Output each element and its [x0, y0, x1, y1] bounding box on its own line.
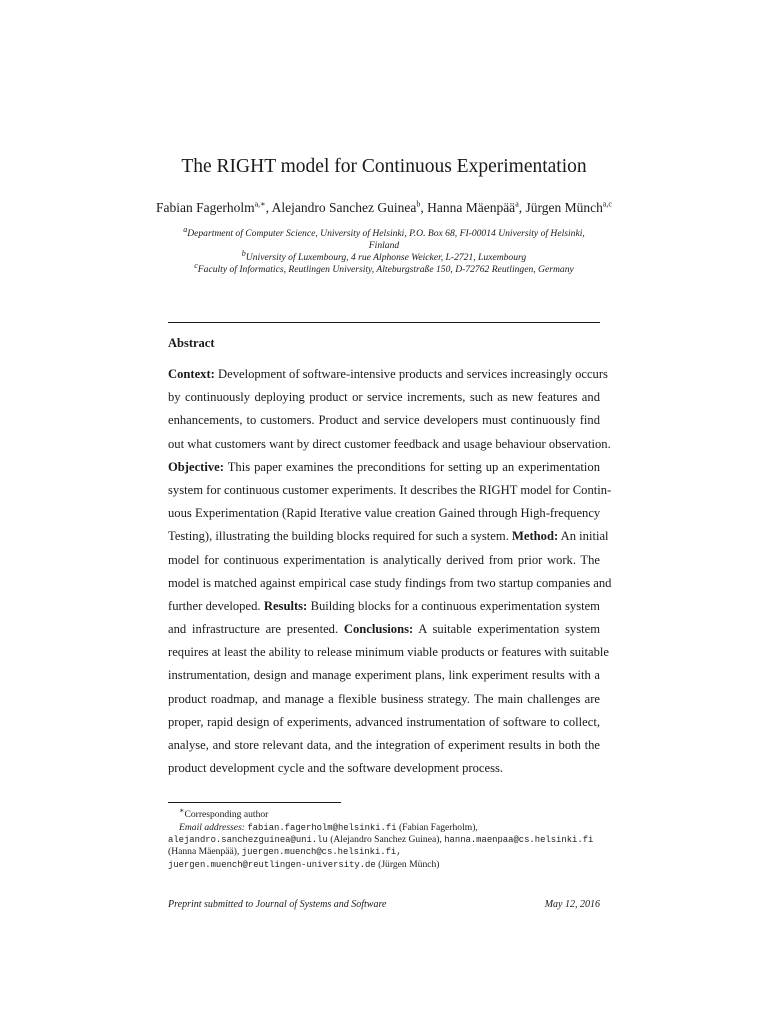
abstract-text: and infrastructure are presented.: [168, 622, 344, 637]
affiliation-text: Finland: [368, 240, 400, 251]
abstract-text: model for continuous experimentation is analytically derived from prior work. The: [168, 552, 600, 567]
email-owner: (Jürgen Münch): [378, 858, 440, 870]
author-name: Fabian Fagerholm: [156, 200, 255, 215]
abstract-text: product development cycle and the software development process.: [168, 761, 504, 776]
abstract-line: [168, 664, 600, 687]
email-link[interactable]: juergen.muench@cs.helsinki.fi,: [241, 847, 402, 858]
abstract-line: [168, 572, 612, 595]
abstract-line: [168, 595, 600, 618]
abstract-text: requires at least the ability to release minimum viable products or features with suitable: [168, 645, 609, 660]
email-owner: (Alejandro Sanchez Guinea),: [330, 834, 442, 845]
abstract-text: proper, rapid design of experiments, advanced instrumentation of software to collect,: [168, 714, 600, 729]
abstract-text: enhancements, to customers. Product and service developers must continuously find: [168, 413, 600, 428]
abstract-text: uous Experimentation (Rapid Iterative value creation Gained through High-frequency: [168, 506, 601, 521]
author-affil-mark: a,c: [602, 199, 612, 209]
abstract-heading: Abstract: [168, 336, 215, 350]
footnote-emails-line2: [168, 834, 608, 846]
abstract-text: This paper examines the preconditions for setting up an experimentation: [223, 459, 600, 474]
email-label: Email addresses:: [179, 821, 245, 833]
abstract-text: A suitable experimentation system: [413, 622, 600, 637]
abstract-text: Testing), illustrating the building blocks required for such a system.: [168, 529, 512, 544]
abstract-section-label: Context:: [168, 367, 215, 381]
footnote: [168, 805, 608, 871]
footer-date: May 12, 2016: [544, 899, 600, 910]
author-name: Alejandro Sanchez Guinea: [271, 200, 417, 215]
author-name: Jürgen Münch: [525, 200, 603, 215]
affiliation-mark: b: [241, 248, 246, 258]
affiliation-mark: c: [194, 260, 198, 270]
footnote-emails-line1: [168, 822, 608, 834]
affiliation-text: University of Luxembourg, 4 rue Alphonse Weicker, L-2721, Luxembourg: [245, 252, 527, 263]
abstract-line: [168, 525, 609, 548]
footnote-corresponding-text: Corresponding author: [184, 809, 269, 821]
abstract-line: [168, 734, 600, 757]
abstract-line: [168, 386, 600, 409]
affiliation-c: [168, 260, 600, 276]
abstract-text: Development of software-intensive products and services increasingly occurs: [214, 367, 608, 381]
email-link[interactable]: alejandro.sanchezguinea@uni.lu: [168, 835, 328, 845]
email-link[interactable]: hanna.maenpaa@cs.helsinki.fi: [444, 835, 594, 845]
abstract-text: product roadmap, and manage a flexible business strategy. The main challenges are: [168, 691, 600, 706]
affiliation-text: Faculty of Informatics, Reutlingen University, Alteburgstraße 150, D-72762 Reutlingen, Germany: [197, 264, 574, 275]
abstract-line: [168, 688, 600, 711]
affiliation-mark: a: [183, 224, 188, 234]
abstract-line: [168, 479, 612, 502]
abstract-section-label: Method:: [512, 529, 559, 544]
abstract-line: [168, 641, 609, 664]
author-affil-mark: b: [416, 199, 421, 209]
abstract-line: [168, 363, 608, 386]
abstract-text: Building blocks for a continuous experimentation system: [307, 598, 600, 613]
abstract-section-label: Results:: [263, 598, 308, 613]
email-owner: (Fabian Fagerholm),: [398, 821, 478, 833]
abstract-text: An initial: [558, 529, 609, 544]
abstract-text: model is matched against empirical case study findings from two startup companies and: [168, 575, 612, 590]
abstract-line: [168, 618, 600, 641]
abstract-text: by continuously deploying product or service increments, such as new features and: [168, 390, 600, 405]
affiliation-text: Department of Computer Science, University of Helsinki, P.O. Box 68, FI-00014 University of Helsinki,: [187, 228, 585, 239]
email-link[interactable]: fabian.fagerholm@helsinki.fi: [247, 822, 397, 833]
abstract-line: [168, 549, 600, 572]
abstract-line: [168, 456, 600, 479]
author-affil-mark: a: [515, 199, 519, 209]
abstract-section-label: Conclusions:: [343, 622, 414, 637]
footnote-corresponding: [168, 805, 608, 822]
abstract-line: [168, 409, 600, 432]
footer-submission-note: Preprint submitted to Journal of Systems and Software: [168, 899, 387, 910]
abstract-line: [168, 757, 600, 780]
abstract-text: out what customers want by direct customer feedback and usage behaviour observation.: [168, 436, 611, 451]
email-link[interactable]: juergen.muench@reutlingen-university.de: [168, 859, 376, 870]
author-affil-mark: a,∗: [254, 199, 266, 209]
email-owner: (Hanna Mäenpää),: [168, 846, 240, 858]
footnote-emails-line3: [168, 846, 608, 858]
abstract-body: [168, 363, 612, 780]
author-name: Hanna Mäenpää: [427, 200, 516, 215]
paper-title: The RIGHT model for Continuous Experimentation: [181, 156, 587, 177]
footnote-emails-line4: [168, 859, 608, 871]
abstract-line: [168, 711, 600, 734]
abstract-section-label: Objective:: [168, 459, 224, 474]
affiliation-b: [168, 248, 600, 264]
abstract-text: analyse, and store relevant data, and the integration of experiment results in both the: [168, 738, 600, 752]
abstract-line: [168, 502, 600, 525]
abstract-text: system for continuous customer experiments. It describes the RIGHT model for Contin-: [168, 482, 612, 497]
affiliation-a: [168, 224, 600, 252]
abstract-text: instrumentation, design and manage experiment plans, link experiment results with a: [168, 668, 600, 683]
footnote-rule: [168, 802, 341, 803]
abstract-top-rule: [168, 322, 600, 323]
footnote-star: ∗: [179, 806, 185, 815]
abstract-line: [168, 433, 611, 456]
author-list: Fabian Fagerholm$^{a,∗}$, Alejandro Sanchez Guinea$^b$, Hanna Mäenpää$^a$, Jürgen Münch$^{a,c}$: [156, 199, 612, 215]
abstract-text: further developed.: [168, 598, 264, 613]
